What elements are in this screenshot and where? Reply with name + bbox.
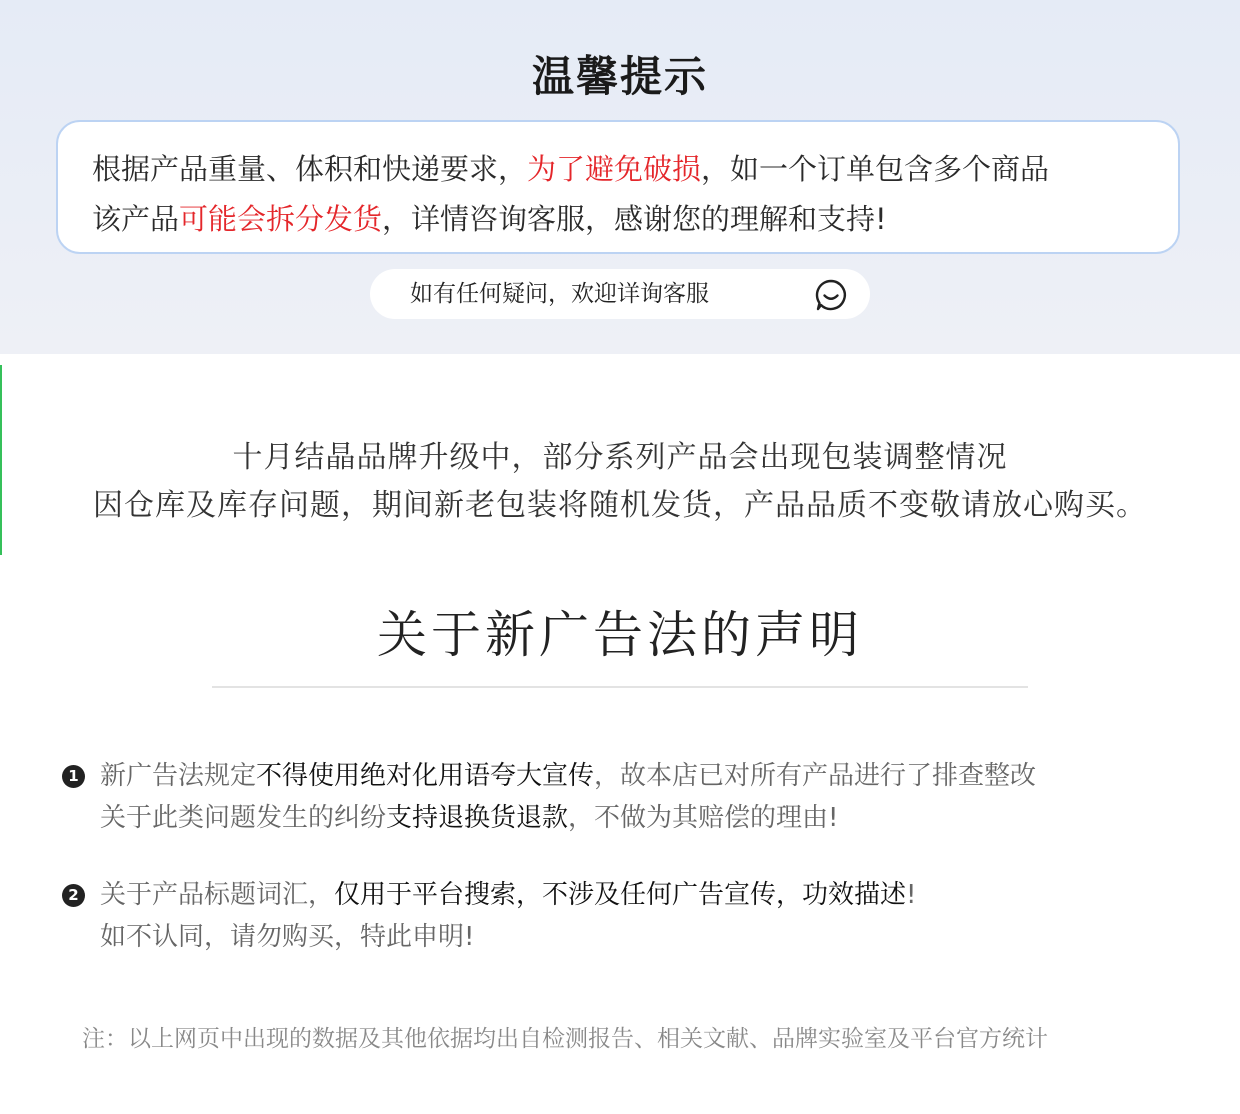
contact-service-button[interactable] [370,269,870,319]
notice-text: 该产品 [92,202,180,236]
statement-emphasis: 支持退换货退款 [386,803,569,833]
statement-line [100,875,916,915]
statement-emphasis: 不得使用绝对化用语夸大宣传 [256,761,595,791]
packaging-notice-line-1: 十月结晶品牌升级中，部分系列产品会出现包装调整情况 [232,440,1008,475]
packaging-notice-line-2: 因仓库及库存问题，期间新老包装将随机发货，产品品质不变敬请放心购买。 [93,488,1147,523]
notice-line-2 [92,194,1144,244]
statement-text: ! [906,880,917,910]
notice-section [0,0,1240,354]
statement-text: ，故本店已对所有产品进行了排查整改 [594,761,1037,791]
statement-text: ，不做为其赔偿的理由! [568,803,839,833]
statement-emphasis: 仅用于平台搜索，不涉及任何广告宣传，功效描述 [334,880,907,910]
notice-text: 根据产品重量、体积和快递要求， [92,152,528,186]
notice-text: ，如一个订单包含多个商品 [701,152,1050,186]
statement-text: 如不认同，请勿购买，特此申明! [100,922,475,952]
contact-service-label: 如有任何疑问，欢迎详询客服 [410,281,709,307]
notice-highlight: 可能会拆分发货 [179,202,383,236]
title-divider [212,686,1028,688]
notice-line-1 [92,144,1144,194]
statement-line [100,917,474,957]
statement-line [100,756,1036,796]
notice-text: ，详情咨询客服，感谢您的理解和支持! [382,202,887,236]
statement-text: 关于产品标题词汇， [100,880,335,910]
ad-law-title: 关于新广告法的声明 [377,606,863,664]
footnote: 注：以上网页中出现的数据及其他依据均出自检测报告、相关文献、品牌实验室及平台官方统计 [82,1026,1048,1052]
notice-highlight: 为了避免破损 [527,152,702,186]
statement-line [100,798,838,838]
number-badge-icon: 2 [62,884,85,907]
notice-title: 温馨提示 [531,52,708,101]
statement-text: 关于此类问题发生的纠纷 [100,803,387,833]
statement-text: 新广告法规定 [100,761,257,791]
number-badge-icon: 1 [62,765,85,788]
notice-box [56,120,1180,254]
chat-icon [814,278,848,312]
